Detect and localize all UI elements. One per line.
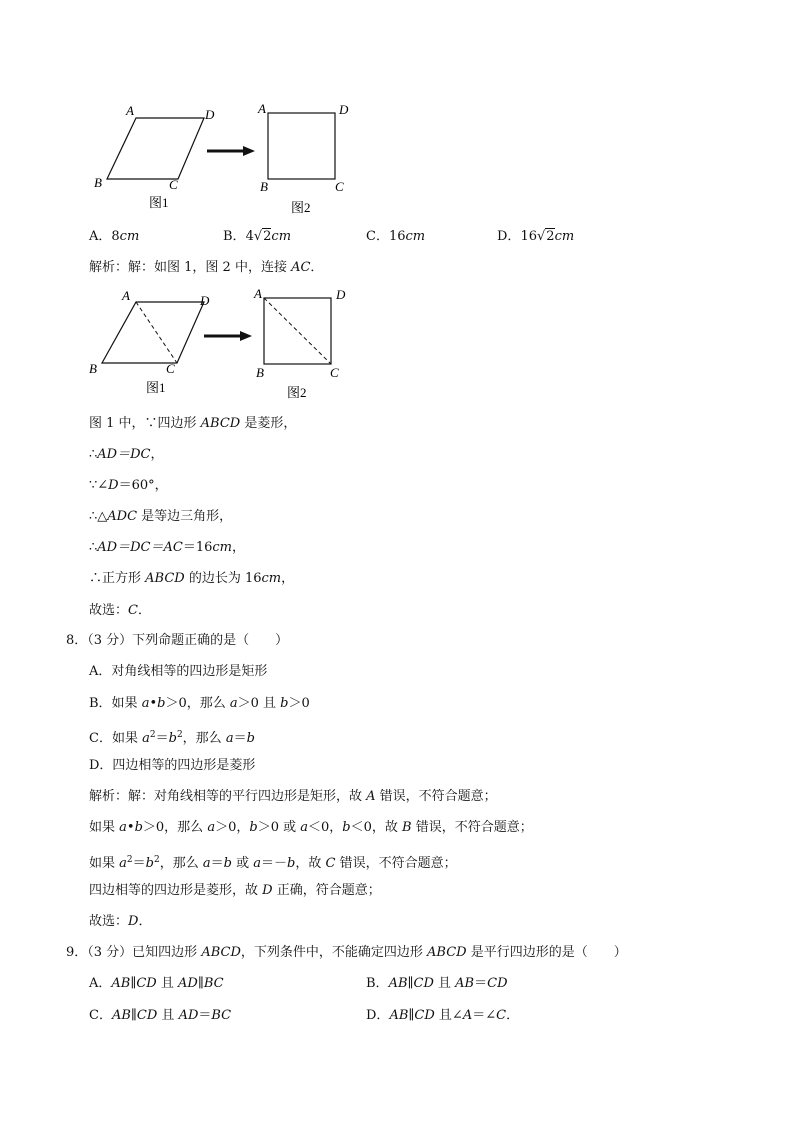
var: a	[141, 696, 150, 711]
var: b	[134, 820, 143, 835]
option-d	[497, 229, 574, 245]
var: a	[229, 696, 238, 711]
step-text: ∴正方形	[89, 571, 146, 586]
text: ＝	[474, 976, 488, 991]
step-text: ∵∠	[89, 478, 109, 493]
label-b: B	[260, 179, 268, 194]
var: b	[145, 856, 154, 871]
option-letter: C．	[89, 1008, 112, 1023]
option-b	[223, 229, 291, 245]
step-text: ∴	[89, 447, 98, 462]
radicand: 2	[263, 229, 272, 244]
text: ＝	[233, 731, 247, 746]
q8-option-b	[89, 696, 310, 712]
q9-option-d	[366, 1008, 519, 1024]
var: ABCD	[427, 945, 467, 960]
option-coef: 16	[520, 229, 537, 244]
var: b	[223, 856, 232, 871]
option-letter: D．	[497, 229, 521, 244]
var: C	[496, 1008, 507, 1023]
text: 故选：	[89, 914, 129, 929]
step-var: AD＝DC＝AC	[97, 540, 183, 555]
option-value: 8	[111, 229, 120, 244]
rhombus-abcd	[102, 302, 204, 363]
q9-option-b	[366, 976, 508, 992]
text: ，那么	[182, 731, 226, 746]
var: A	[366, 789, 376, 804]
var: a	[300, 820, 308, 835]
step-text: ∴△	[89, 509, 108, 524]
text: ，下列条件中，不能确定四边形	[240, 945, 428, 960]
var: CD	[414, 1008, 435, 1023]
step-var: C	[128, 603, 138, 618]
option-letter: D．	[366, 1008, 390, 1023]
var: AB	[389, 1008, 409, 1023]
step-text: ，	[281, 571, 295, 586]
q8-analysis-4	[89, 883, 381, 899]
analysis-text: 解析：解：如图 1，图 2 中，连接	[89, 260, 292, 275]
step-2	[89, 447, 163, 463]
q9-option-a	[89, 976, 224, 992]
text: ＞0，那么	[142, 820, 208, 835]
var: AB	[111, 1008, 131, 1023]
text: 错误，不符合题意；	[375, 789, 497, 804]
var: b	[246, 731, 255, 746]
var: CD	[413, 976, 434, 991]
option-letter: A．	[89, 976, 112, 991]
text: ．	[138, 914, 152, 929]
exponent: 2	[176, 730, 183, 740]
var: AB	[455, 976, 475, 991]
exponent: 2	[153, 855, 160, 865]
label-b: B	[89, 361, 97, 376]
var: D	[128, 914, 139, 929]
figure-label: 图2	[287, 385, 307, 400]
label-d: D	[336, 287, 346, 302]
q8-option-a: A．对角线相等的四边形是矩形	[89, 664, 268, 679]
option-letter: C．	[366, 229, 389, 244]
segment-ac: AC	[291, 260, 311, 275]
label-d: D	[339, 102, 349, 117]
text: 且∠	[434, 1008, 463, 1023]
text: •	[149, 696, 158, 711]
diagonal-ac	[136, 302, 177, 363]
var: AB	[111, 976, 131, 991]
step-text: 故选：	[89, 603, 129, 618]
option-letter: A．	[89, 229, 112, 244]
step-unit: cm	[212, 540, 232, 555]
option-letter: B．	[223, 229, 246, 244]
step-text: ＝60°，	[118, 478, 168, 493]
label-c: C	[166, 361, 175, 376]
label-a: A	[254, 286, 262, 301]
step-text: ，	[150, 447, 164, 462]
step-text: ＝16	[182, 540, 213, 555]
step-var: ABCD	[145, 571, 185, 586]
text: ．	[506, 1008, 520, 1023]
option-a	[89, 229, 139, 245]
text: 四边相等的四边形是菱形，故	[89, 883, 263, 898]
step-5	[89, 540, 245, 556]
label-b: B	[256, 365, 264, 380]
step-unit: cm	[261, 571, 282, 586]
option-letter: B．	[366, 976, 389, 991]
label-b: B	[94, 175, 102, 190]
q8-analysis-1	[89, 789, 497, 805]
var: a	[119, 856, 127, 871]
sqrt-sign: √2	[253, 229, 272, 244]
text: ＜0，	[308, 820, 343, 835]
step-6	[89, 571, 294, 587]
text: ，那么	[159, 856, 203, 871]
text: ＜0，故	[350, 820, 403, 835]
text: ＞0，	[215, 820, 250, 835]
diagonal-ac	[264, 298, 331, 364]
text: 如果	[89, 856, 120, 871]
label-c: C	[335, 179, 344, 194]
step-7	[89, 603, 151, 619]
step-1	[89, 416, 296, 432]
var: BC	[203, 976, 224, 991]
text: 是平行四边形的是（ ）	[466, 945, 627, 960]
var: B	[402, 820, 412, 835]
q8-analysis-2	[89, 820, 533, 836]
q8-option-c	[89, 727, 255, 747]
label-a: A	[126, 103, 134, 118]
text: ＝∠	[472, 1008, 497, 1023]
q8-answer	[89, 914, 151, 930]
var: a	[202, 856, 211, 871]
var: CD	[136, 976, 157, 991]
label-d: D	[205, 107, 215, 122]
sqrt-sign: √2	[536, 229, 555, 244]
var: b	[157, 696, 166, 711]
radicand: 2	[546, 229, 555, 244]
text: •	[126, 820, 135, 835]
var: CD	[136, 1008, 158, 1023]
text: ＝	[210, 856, 224, 871]
square-abcd	[268, 113, 335, 179]
arrow-head	[243, 146, 255, 156]
text: ＝	[132, 856, 146, 871]
text: 且	[157, 1008, 179, 1023]
text: 解析：解：对角线相等的平行四边形是矩形，故	[89, 789, 367, 804]
var: b	[342, 820, 351, 835]
text: ＞0 且	[237, 696, 281, 711]
var: a	[253, 856, 261, 871]
var: C	[325, 856, 336, 871]
text: 且	[156, 976, 178, 991]
text: ∥	[130, 1008, 137, 1023]
option-unit: cm	[119, 229, 140, 244]
text: ＝	[155, 731, 169, 746]
arrow-head	[240, 331, 252, 341]
var: CD	[487, 976, 508, 991]
step-text: 是菱形，	[240, 416, 297, 431]
figure-label: 图1	[149, 195, 169, 210]
text: ∥	[408, 1008, 415, 1023]
option-unit: cm	[405, 229, 426, 244]
step-4	[89, 509, 232, 525]
var: AB	[388, 976, 408, 991]
text: 9．（3 分）已知四边形	[66, 945, 202, 960]
label-a: A	[122, 288, 130, 303]
question-8-stem: 8．（3 分）下列命题正确的是（ ）	[66, 633, 289, 648]
label-a: A	[258, 101, 266, 116]
var: BC	[211, 1008, 232, 1023]
var: AD	[178, 976, 198, 991]
var: A	[462, 1008, 473, 1023]
var: b	[287, 856, 296, 871]
period: ．	[310, 260, 324, 275]
text: 正确，符合题意；	[272, 883, 381, 898]
text: ∥	[407, 976, 414, 991]
var: a	[225, 731, 234, 746]
text: ＞0，那么	[165, 696, 230, 711]
question-9-stem	[66, 945, 627, 961]
option-coef: 4	[245, 229, 254, 244]
var: a	[142, 731, 150, 746]
label-c: C	[330, 365, 339, 380]
step-var: D	[108, 478, 119, 493]
text: C．如果	[89, 731, 143, 746]
step-text: 是等边三角形，	[137, 509, 233, 524]
figure-label: 图1	[146, 380, 166, 395]
step-text: 的边长为 16	[184, 571, 262, 586]
figure-top	[80, 95, 380, 220]
var: ABCD	[201, 945, 241, 960]
analysis-intro	[89, 260, 323, 276]
text: ，故	[295, 856, 326, 871]
var: AD	[178, 1008, 199, 1023]
option-value: 16	[388, 229, 406, 244]
q8-analysis-3	[89, 852, 457, 872]
step-text: ．	[137, 603, 151, 618]
figure-label: 图2	[291, 200, 311, 215]
var: b	[249, 820, 258, 835]
step-text: 图 1 中，∵四边形	[89, 416, 201, 431]
step-3	[89, 478, 168, 494]
exponent: 2	[149, 730, 156, 740]
q8-option-d: D．四边相等的四边形是菱形	[89, 758, 256, 773]
text: ∥	[130, 976, 137, 991]
text: B．如果	[89, 696, 142, 711]
text: 错误，不符合题意；	[411, 820, 533, 835]
option-c	[366, 229, 425, 245]
text: 错误，不符合题意；	[335, 856, 457, 871]
label-d: D	[200, 293, 210, 308]
var: a	[119, 820, 127, 835]
label-c: C	[169, 177, 178, 192]
option-unit: cm	[554, 229, 575, 244]
step-var: ADC	[107, 509, 138, 524]
var: a	[207, 820, 216, 835]
text: ＞0 或	[257, 820, 301, 835]
option-unit: cm	[271, 229, 292, 244]
text: ＝	[198, 1008, 212, 1023]
var: b	[168, 731, 177, 746]
var: D	[262, 883, 273, 898]
step-text: ，	[231, 540, 245, 555]
text: 或	[231, 856, 254, 871]
text: 且	[433, 976, 456, 991]
q9-option-c	[89, 1008, 231, 1024]
var: b	[280, 696, 289, 711]
text: ＝－	[261, 856, 288, 871]
step-var: AD＝DC	[97, 447, 151, 462]
step-var: ABCD	[200, 416, 241, 431]
figure-bottom	[80, 283, 380, 408]
rhombus-abcd	[107, 118, 204, 179]
text: ∥	[197, 976, 204, 991]
text: ＞0	[288, 696, 310, 711]
text: 如果	[89, 820, 120, 835]
step-text: ∴	[89, 540, 98, 555]
exponent: 2	[126, 855, 133, 865]
